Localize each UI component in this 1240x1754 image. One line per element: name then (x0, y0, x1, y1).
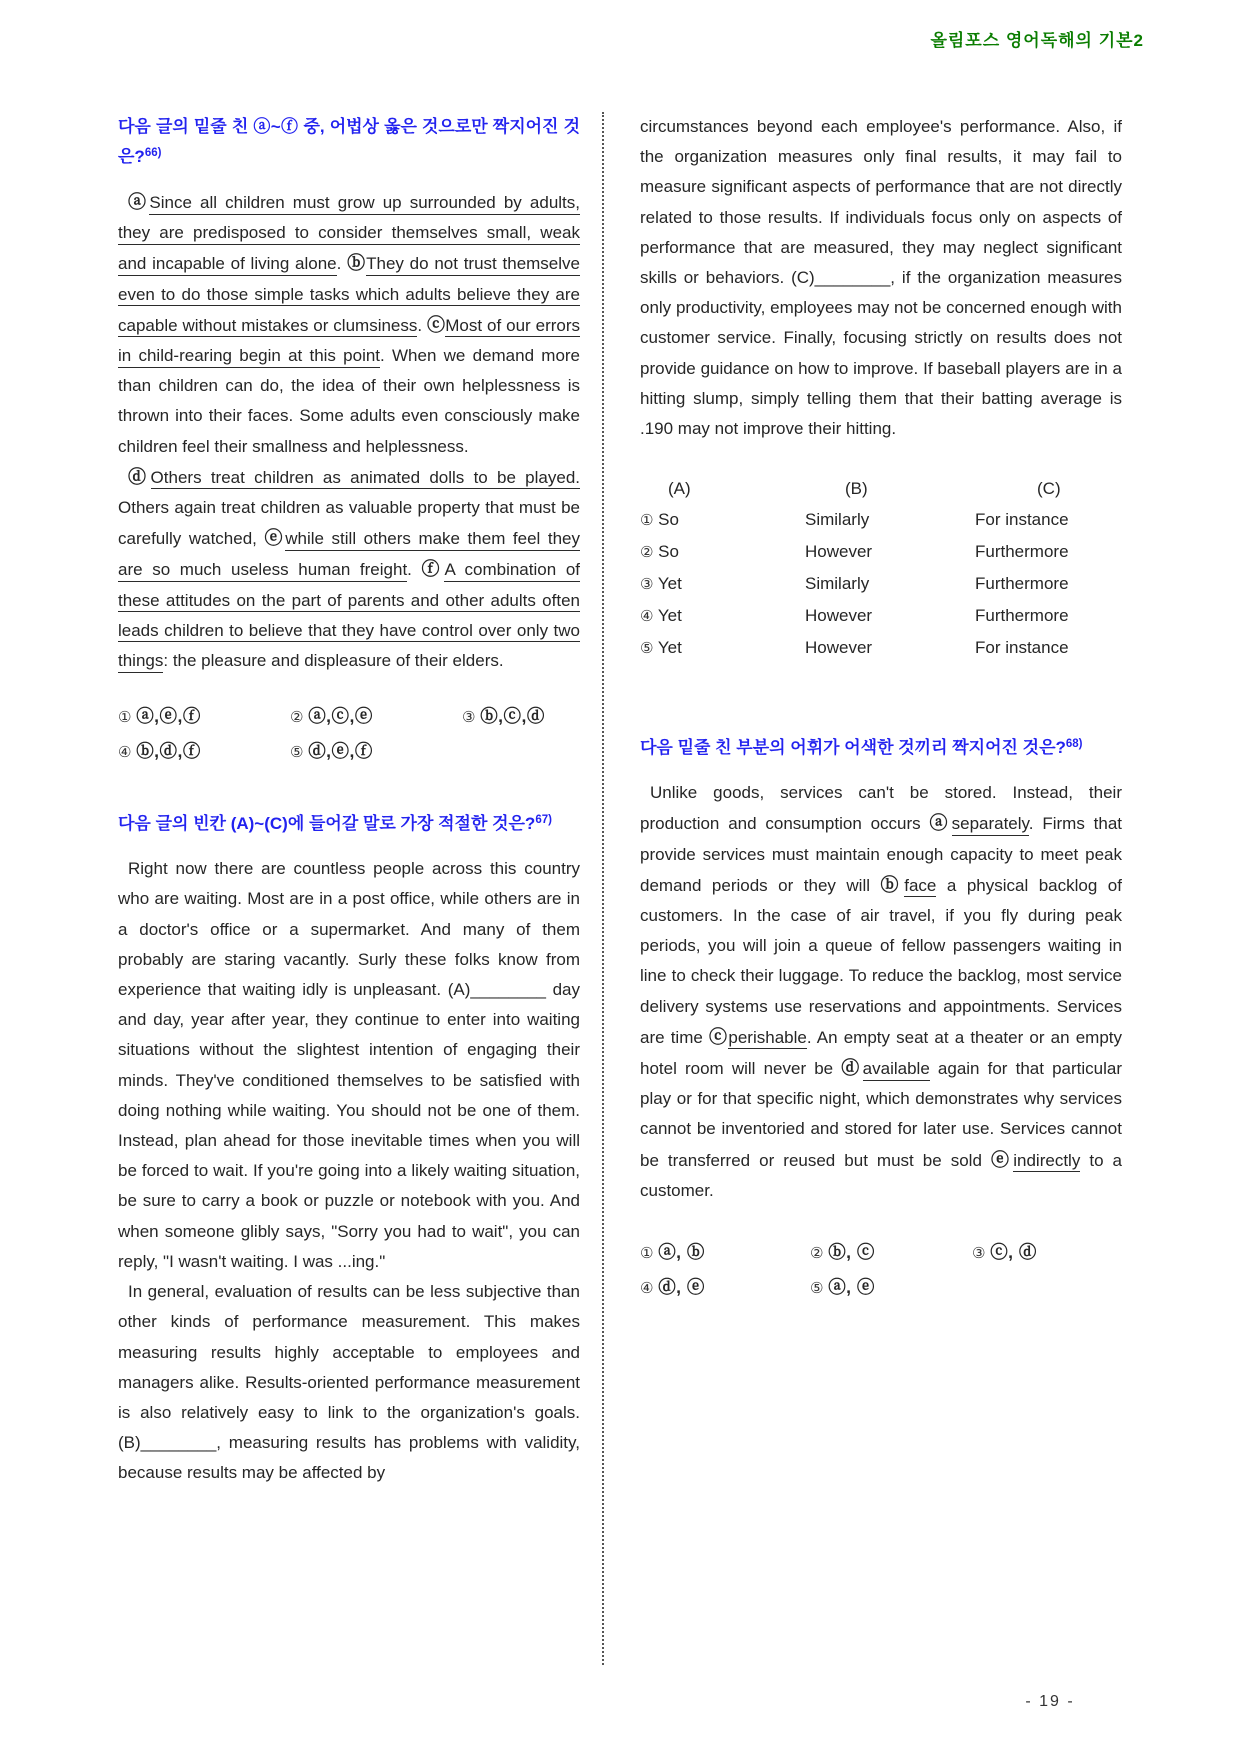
question-66-title-text: 다음 글의 밑줄 친 ⓐ~ⓕ 중, 어법상 옳은 것으로만 짝지어진 것은? (118, 117, 580, 166)
question-68 (640, 733, 1122, 1303)
table-cell-b: However (805, 542, 873, 562)
circled-letter-marker: ⓒ (427, 314, 446, 335)
passage-text: . (407, 560, 422, 580)
table-header: (C) (1037, 479, 1061, 499)
passage-text: Right now there are countless people across this country who are waiting. Most are in a post office, while others are in a doctor's office or a supermarket. And many of them probably are staring vacantly. Surly these folks know from experience that waiting idly is unpleasant. (A)________ day and day, year after year, they continue to enter into waiting situations without the slightest intention of engaging their minds. They've conditioned themselves to be satisfied with doing nothing while waiting. You should not be one of them. Instead, plan ahead for those inevitable times when you will be forced to wait. If you're going into a likely waiting situation, be sure to carry a book or puzzle or notebook with you. And when someone glibly says, "Sorry you had to wait", you can reply, "I wasn't waiting. I was ...ing." (118, 859, 580, 1271)
question-67-footnote-number: 67) (535, 814, 552, 827)
table-row (640, 537, 1122, 567)
option-number: ④ (640, 608, 654, 626)
underlined-text: perishable (728, 1028, 806, 1050)
answer-option (290, 702, 462, 732)
passage-text: . (336, 254, 348, 274)
passage-paragraph (118, 462, 580, 676)
underlined-text: available (863, 1059, 930, 1081)
passage-paragraph (640, 778, 1122, 1206)
option-number: ② (810, 1245, 824, 1263)
option-number: ④ (118, 744, 132, 762)
circled-letter-marker: ⓔ (264, 528, 286, 549)
option-number: ① (640, 1245, 654, 1263)
question-68-title (640, 733, 1122, 765)
table-cell-c: Furthermore (975, 606, 1069, 626)
passage-text: Unlike goods, services can't be stored. Instead, their production and consumption occurs (640, 783, 1122, 834)
circled-letter-marker: ⓒ (708, 1026, 729, 1047)
option-number: ③ (972, 1245, 986, 1263)
book-title: 올림포스 영어독해의 기본2 (930, 31, 1144, 50)
underlined-text: Since all children must grow up surrounded by adults, they are predisposed to consider themselves small, weak and incapable of living alone (118, 193, 580, 276)
answer-option (972, 1238, 1122, 1268)
option-value: ⓐ, ⓑ (658, 1242, 705, 1263)
column-divider (602, 112, 604, 1665)
table-row (640, 601, 1122, 631)
answer-option (810, 1238, 972, 1268)
underlined-text: A combination of these attitudes on the part of parents and other adults often leads children to believe that they have control over only two things (118, 560, 580, 672)
option-number: ⑤ (810, 1280, 824, 1298)
passage-text: . Firms that provide services must maintain enough capacity to meet peak demand periods or they will (640, 814, 1123, 895)
question-68-footnote-number: 68) (1065, 738, 1083, 751)
circled-letter-marker: ⓑ (880, 874, 905, 895)
option-value: ⓐ, ⓔ (828, 1277, 875, 1298)
table-row (640, 633, 1122, 663)
option-value: ⓓ, ⓔ (658, 1277, 705, 1298)
option-value: ⓐ,ⓔ,ⓕ (136, 706, 201, 727)
option-number: ② (290, 709, 304, 727)
circled-letter-marker: ⓔ (990, 1149, 1014, 1170)
passage-paragraph (118, 854, 580, 1277)
passage-text: Others again treat children as valuable property that must be carefully watched, (118, 498, 580, 549)
answer-option (640, 1273, 810, 1303)
table-header: (A) (668, 479, 691, 499)
underlined-text: separately (952, 814, 1029, 836)
option-value: ⓐ,ⓒ,ⓔ (308, 706, 373, 727)
circled-letter-marker: ⓓ (841, 1058, 863, 1079)
answer-option (462, 702, 580, 732)
option-value: ⓑ,ⓓ,ⓕ (136, 741, 201, 762)
table-cell-a: ① So (640, 510, 679, 530)
underlined-text: while still others make them feel they are so much useless human freight (118, 529, 580, 582)
underlined-text: indirectly (1013, 1151, 1080, 1173)
passage-text: circumstances beyond each employee's performance. Also, if the organization measures only final results, it may fail to measure significant aspects of performance that are not directly related to those results. If individuals focus only on aspects of performance that are measured, they may neglect significant skills or behaviors. (C)________, if the organization measures only productivity, employees may not be concerned enough with customer service. Finally, focusing strictly on results does not provide guidance on how to improve. If baseball players are in a hitting slump, simply telling them that their batting average is .190 may not improve their hitting. (640, 117, 1122, 439)
circled-letter-marker: ⓕ (421, 559, 445, 580)
passage-text: again for that particular play or for that specific night, which demonstrates why services cannot be inventoried and stored for later use. Services cannot be transferred or reused but must be sold (640, 1059, 1122, 1170)
passage-text: : the pleasure and displeasure of their elders. (163, 651, 504, 671)
option-number: ⑤ (640, 640, 654, 658)
underlined-text: Others treat children as animated dolls to be played. (151, 468, 580, 490)
underlined-text: face (904, 876, 936, 898)
passage-text: to a customer. (640, 1150, 1122, 1200)
table-cell-b: Similarly (805, 574, 870, 594)
option-value: ⓒ, ⓓ (990, 1242, 1037, 1263)
question-68-title-text: 다음 밑줄 친 부분의 어휘가 어색한 것끼리 짝지어진 것은? (640, 738, 1066, 758)
passage-paragraph-continuation (640, 112, 1122, 444)
circled-letter-marker: ⓐ (929, 813, 952, 834)
table-header: (B) (845, 479, 868, 499)
page-number: - 19 - (1025, 1693, 1075, 1710)
question-68-options (640, 1238, 1122, 1303)
option-number: ① (118, 709, 132, 727)
passage-paragraph (118, 1277, 580, 1488)
circled-letter-marker: ⓓ (128, 466, 151, 487)
table-cell-c: Furthermore (975, 542, 1069, 562)
question-66-options (118, 702, 580, 767)
answer-option (118, 702, 290, 732)
passage-text: In general, evaluation of results can be less subjective than other kinds of performance measurement. This makes measuring results highly acceptable to employees and managers alike. Results-oriented performance measurement is also relatively easy to link to the organization's goals. (B)________, measuring results has problems with validity, because results may be affected by (118, 1282, 580, 1483)
passage-text: . An empty seat at a theater or an empty hotel room will never be (640, 1027, 1122, 1079)
table-cell-a: ③ Yet (640, 574, 682, 594)
option-value: ⓓ,ⓔ,ⓕ (308, 741, 373, 762)
table-header-row (640, 474, 1122, 503)
question-67 (118, 809, 580, 1488)
table-cell-b: However (805, 638, 873, 658)
option-number: ③ (462, 709, 476, 727)
right-column (640, 112, 1122, 1303)
table-row (640, 505, 1122, 535)
table-cell-c: Furthermore (975, 574, 1069, 594)
table-cell-b: Similarly (805, 510, 870, 530)
circled-letter-marker: ⓑ (347, 253, 367, 274)
answer-option (290, 737, 462, 767)
table-cell-c: For instance (975, 638, 1069, 658)
passage-text: . When we demand more than children can do, the idea of their own helplessness is thrown into their faces. Some adults even consciously make children feel their smallness and helplessness. (118, 346, 581, 456)
question-66-footnote-number: 66) (144, 147, 162, 159)
question-66-title (118, 112, 580, 174)
option-number: ④ (640, 1280, 654, 1298)
question-67-title-text: 다음 글의 빈칸 (A)~(C)에 들어갈 말로 가장 적절한 것은? (118, 814, 536, 834)
passage-text: a physical backlog of customers. In the case of air travel, if you fly during peak periods, you will join a queue of fellow passengers waiting in line to check their luggage. To reduce the backlog, most service delivery systems use reservations and appointments. Services are time (640, 875, 1122, 1047)
answer-option (640, 1238, 810, 1268)
table-row (640, 569, 1122, 599)
question-67-title (118, 809, 580, 841)
option-value: ⓑ, ⓒ (828, 1242, 875, 1263)
left-column (118, 112, 580, 1489)
question-67-answer-table (640, 474, 1122, 663)
table-cell-a: ⑤ Yet (640, 638, 682, 658)
table-cell-c: For instance (975, 510, 1069, 530)
circled-letter-marker: ⓐ (128, 192, 150, 212)
table-cell-a: ② So (640, 542, 679, 562)
underlined-text: They do not trust themselve even to do those simple tasks which adults believe they are capable without mistakes or clumsiness (118, 254, 580, 337)
option-number: ① (640, 512, 654, 530)
option-value: ⓑ,ⓒ,ⓓ (480, 706, 545, 727)
option-number: ⑤ (290, 744, 304, 762)
passage-text: . (417, 315, 428, 335)
table-cell-b: However (805, 606, 873, 626)
question-66 (118, 112, 580, 767)
answer-option (810, 1273, 972, 1303)
passage-paragraph (118, 187, 580, 462)
table-cell-a: ④ Yet (640, 606, 682, 626)
answer-option (118, 737, 290, 767)
underlined-text: Most of our errors in child-rearing begin at this point (118, 316, 580, 368)
option-number: ③ (640, 576, 654, 594)
option-number: ② (640, 544, 654, 562)
